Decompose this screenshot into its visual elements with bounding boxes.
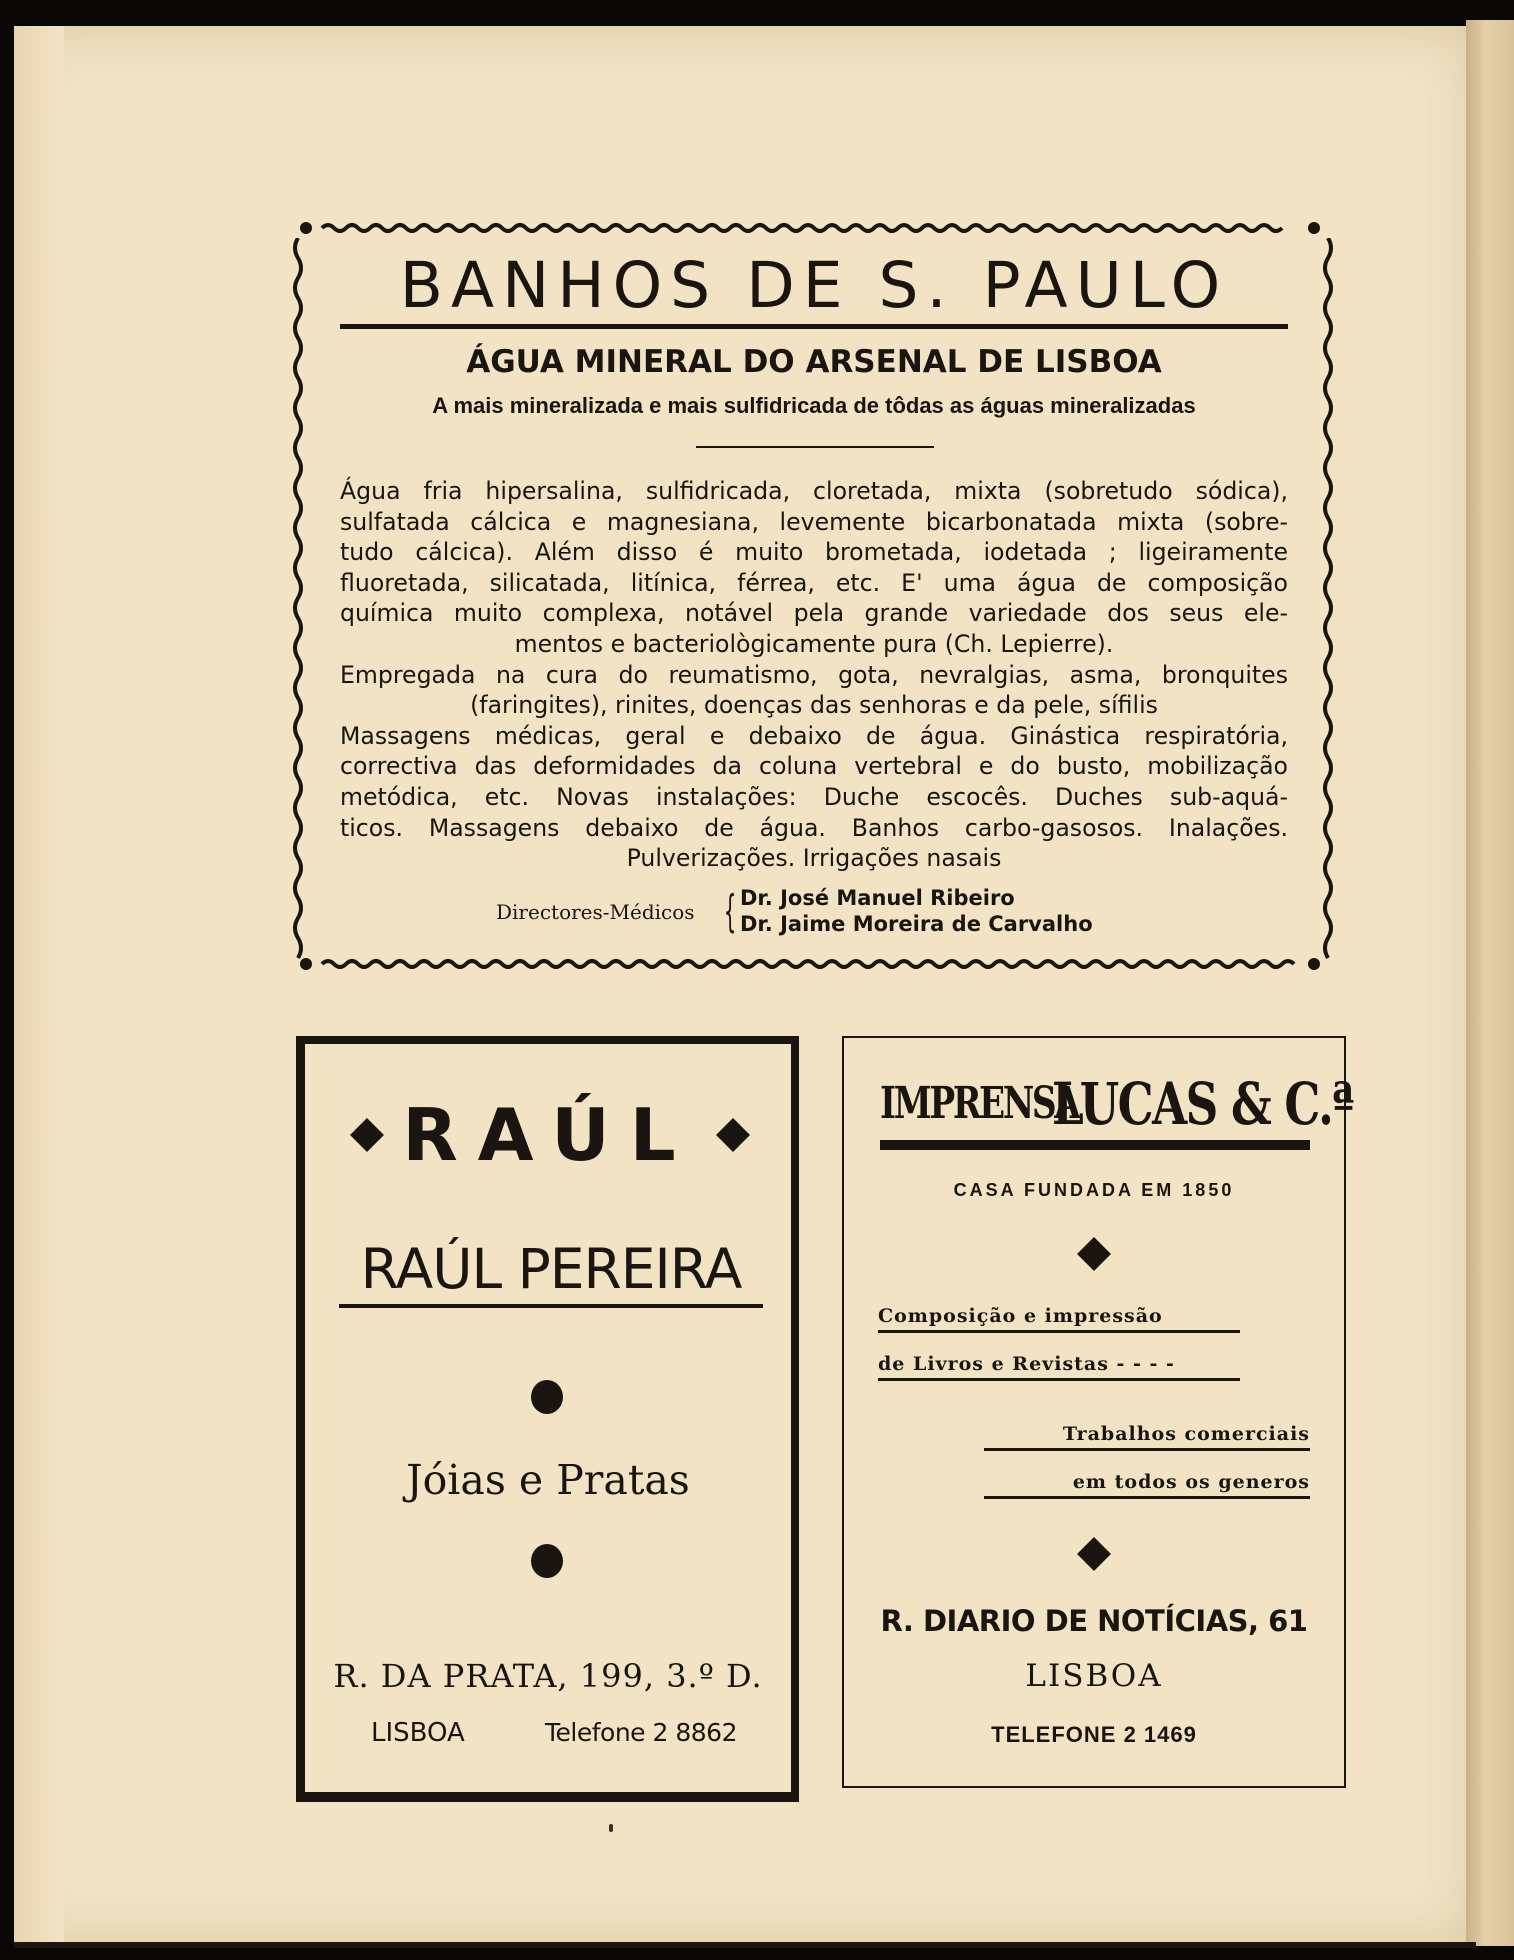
banhos-body-line: (faringites), rinites, doenças das senhoras e da pele, sífilis xyxy=(470,691,1158,720)
page-bottom-edge xyxy=(14,1942,1476,1948)
lucas-title-imprensa: IMPRENSA xyxy=(880,1078,1079,1129)
lucas-service-line: em todos os generos xyxy=(984,1468,1310,1499)
banhos-directors xyxy=(490,884,1190,940)
raul-advertisement xyxy=(296,1036,799,1802)
banhos-body-line: química muito complexa, notável pela grande variedade dos seus ele- xyxy=(340,599,1288,628)
ornamental-border-bottom xyxy=(300,952,1320,976)
lucas-service-line: Trabalhos comerciais xyxy=(984,1420,1310,1451)
ornamental-border-left xyxy=(288,238,308,960)
banhos-body-line: ticos. Massagens debaixo de água. Banhos carbo-gasosos. Inalações. xyxy=(340,813,1288,842)
banhos-body-line: sulfatada cálcica e magnesiana, levemente bicarbonatada mixta (sobre- xyxy=(340,507,1288,536)
banhos-body-line: tudo cálcica). Além disso é muito brometada, iodetada ; ligeiramente xyxy=(340,538,1288,567)
raul-name: RAÚL xyxy=(402,1093,696,1177)
banhos-body-line: fluoretada, silicatada, litínica, férrea, etc. E' uma água de composição xyxy=(340,568,1288,597)
dot-icon xyxy=(531,1380,563,1414)
banhos-divider xyxy=(696,446,934,448)
banhos-body-line: correctiva das deformidades da coluna vertebral e do busto, mobilização xyxy=(340,752,1288,781)
banhos-body-line: Pulverizações. Irrigações nasais xyxy=(626,844,1002,873)
lucas-founded: CASA FUNDADA EM 1850 xyxy=(953,1180,1235,1200)
page-left-margin xyxy=(14,26,64,1946)
lucas-city: LISBOA xyxy=(1025,1658,1163,1694)
raul-full-name: RAÚL PEREIRA xyxy=(339,1234,763,1308)
raul-city: LISBOA xyxy=(371,1718,465,1748)
page-binding-edge xyxy=(1466,20,1514,1946)
raul-header xyxy=(305,1090,791,1180)
raul-phone: Telefone 2 8862 xyxy=(545,1718,737,1747)
ornamental-border-top xyxy=(300,216,1320,240)
diamond-icon xyxy=(350,1118,384,1152)
banhos-subtitle: ÁGUA MINERAL DO ARSENAL DE LISBOA xyxy=(466,344,1162,380)
director-name: Dr. Jaime Moreira de Carvalho xyxy=(740,912,1093,936)
banhos-description xyxy=(340,476,1288,874)
raul-address: R. DA PRATA, 199, 3.º D. xyxy=(333,1657,763,1695)
banhos-body-line: mentos e bacteriològicamente pura (Ch. Lepierre). xyxy=(514,629,1114,658)
diamond-icon xyxy=(1077,1537,1111,1571)
lucas-service-line: Composição e impressão xyxy=(878,1302,1240,1333)
directors-label: Directores-Médicos xyxy=(496,900,695,924)
dot-icon xyxy=(531,1544,563,1578)
banhos-body-line: metódica, etc. Novas instalações: Duche escocês. Duches sub-aquá- xyxy=(340,782,1288,811)
director-name: Dr. José Manuel Ribeiro xyxy=(740,886,1015,910)
raul-products: Jóias e Pratas xyxy=(406,1456,690,1504)
diamond-icon xyxy=(1077,1237,1111,1271)
lucas-title xyxy=(880,1068,1353,1150)
ornamental-border-right xyxy=(1318,238,1338,960)
banhos-tagline: A mais mineralizada e mais sulfidricada de tôdas as águas mineralizadas xyxy=(432,393,1196,418)
lucas-advertisement xyxy=(842,1036,1353,1788)
lucas-address: R. DIARIO DE NOTÍCIAS, 61 xyxy=(880,1604,1308,1638)
lucas-title-name: LUCAS & C.ª xyxy=(1052,1070,1353,1138)
banhos-body-line: Água fria hipersalina, sulfidricada, cloretada, mixta (sobretudo sódica), xyxy=(340,477,1288,505)
lucas-phone: TELEFONE 2 1469 xyxy=(991,1722,1197,1747)
banhos-body-line: Massagens médicas, geral e debaixo de água. Ginástica respiratória, xyxy=(340,721,1288,750)
lucas-service-line: de Livros e Revistas - - - - xyxy=(878,1350,1240,1381)
banhos-title: BANHOS DE S. PAULO xyxy=(340,248,1288,329)
diamond-icon xyxy=(716,1118,750,1152)
ink-mark xyxy=(609,1824,613,1832)
banhos-body-line: Empregada na cura do reumatismo, gota, nevralgias, asma, bronquites xyxy=(340,660,1288,689)
brace-icon: { xyxy=(723,886,737,937)
